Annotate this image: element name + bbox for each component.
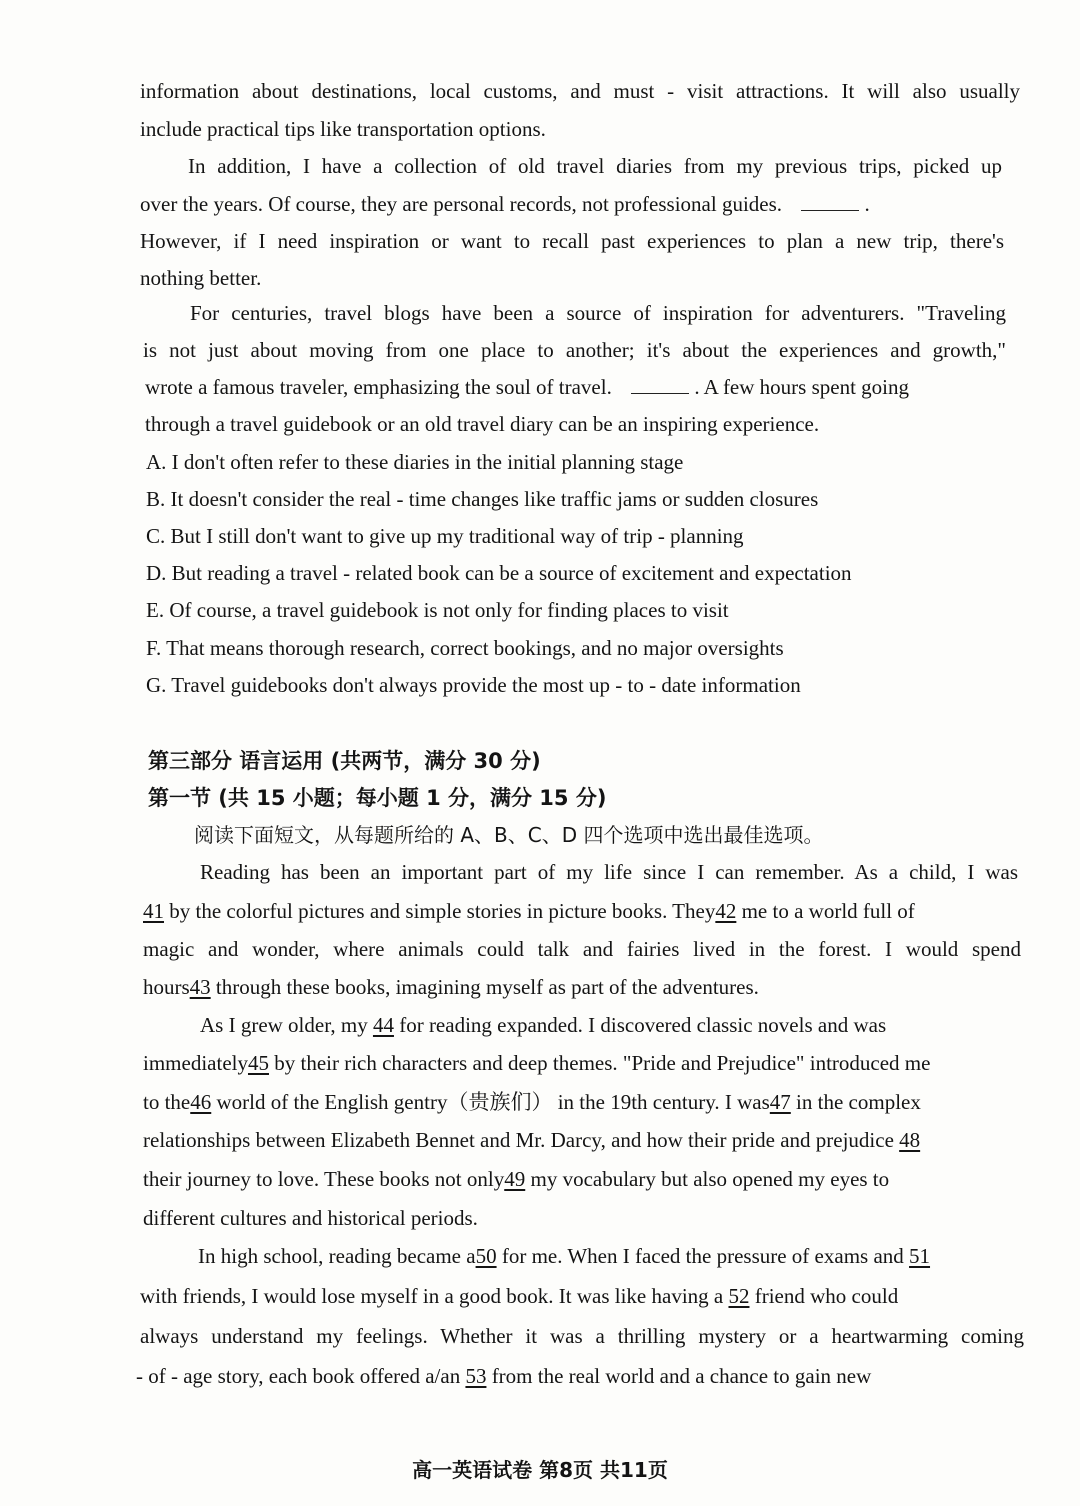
cloze-text: with friends, I would lose myself in a good book. It was like having a — [140, 1284, 724, 1308]
cloze-line — [198, 1243, 1024, 1269]
passage-line: through a travel guidebook or an old travel diary can be an inspiring experience. — [145, 412, 820, 436]
option-c: C. But I still don't want to give up my traditional way of trip - planning — [146, 524, 744, 548]
cloze-blank-44: 44 — [372, 1013, 394, 1037]
cloze-line — [143, 1089, 1021, 1115]
cloze-text: from the real world and a chance to gain new — [486, 1364, 872, 1388]
cloze-text: through these books, imagining myself as part of the adventures. — [210, 975, 759, 999]
cloze-blank-48: 48 — [899, 1128, 921, 1152]
cloze-blank-42: 42 — [715, 899, 737, 923]
passage-line — [140, 191, 1002, 217]
cloze-blank-52: 52 — [728, 1284, 750, 1308]
cloze-line — [140, 1283, 1024, 1309]
cloze-text: me to a world full of — [736, 899, 915, 923]
cloze-blank-43: 43 — [189, 975, 211, 999]
cloze-line — [143, 974, 1023, 1000]
cloze-line — [143, 898, 1021, 924]
option-g: G. Travel guidebooks don't always provide the most up - to - date information — [146, 673, 801, 697]
passage-line: is not just about moving from one place to another; it's about the experiences and growth," — [143, 338, 1006, 362]
passage-line: For centuries, travel blogs have been a source of inspiration for adventurers. "Traveling — [190, 301, 1006, 325]
option-b: B. It doesn't consider the real - time changes like traffic jams or sudden closures — [146, 487, 819, 511]
cloze-blank-45: 45 — [247, 1051, 269, 1075]
cloze-text: In high school, reading became a — [198, 1244, 476, 1268]
passage-line: However, if I need inspiration or want to recall past experiences to plan a new trip, there's — [140, 229, 1004, 253]
option-a: A. I don't often refer to these diaries in the initial planning stage — [146, 450, 684, 474]
cloze-text: their journey to love. These books not only — [143, 1167, 505, 1191]
option-f: F. That means thorough research, correct bookings, and no major oversights — [146, 636, 784, 660]
passage-text: over the years. Of course, they are personal records, not professional guides. — [140, 192, 783, 216]
cloze-blank-53: 53 — [465, 1364, 487, 1388]
option-d: D. But reading a travel - related book can be a source of excitement and expectation — [146, 561, 852, 585]
cloze-text: world of the English gentry（贵族们） in the 19th century. I was — [211, 1090, 770, 1114]
cloze-blank-50: 50 — [475, 1244, 497, 1268]
cloze-line: different cultures and historical periods. — [143, 1206, 478, 1230]
passage-line — [145, 374, 1010, 400]
answer-blank — [631, 379, 689, 394]
cloze-blank-51: 51 — [909, 1244, 931, 1268]
cloze-line: magic and wonder, where animals could talk and fairies lived in the forest. I would spend — [143, 937, 1021, 961]
cloze-line — [200, 1012, 1020, 1038]
cloze-line: always understand my feelings. Whether it was a thrilling mystery or a heartwarming coming — [140, 1324, 1024, 1348]
cloze-text: hours — [143, 975, 190, 999]
cloze-blank-49: 49 — [504, 1167, 526, 1191]
page-footer: 高一英语试卷 第8页 共11页 — [412, 1458, 668, 1482]
cloze-line — [143, 1127, 1021, 1153]
cloze-text: in the complex — [790, 1090, 921, 1114]
option-e: E. Of course, a travel guidebook is not only for finding places to visit — [146, 598, 729, 622]
passage-text: wrote a famous traveler, emphasizing the soul of travel. — [145, 375, 612, 399]
cloze-text: for reading expanded. I discovered classic novels and was — [393, 1013, 887, 1037]
passage-line: information about destinations, local customs, and must - visit attractions. It will also usually — [140, 79, 1020, 103]
cloze-blank-47: 47 — [769, 1090, 791, 1114]
cloze-line — [143, 1166, 1021, 1192]
cloze-line: Reading has been an important part of my life since I can remember. As a child, I was — [200, 860, 1018, 884]
passage-text: . — [864, 192, 870, 216]
passage-line: In addition, I have a collection of old travel diaries from my previous trips, picked up — [188, 154, 1002, 178]
cloze-text: friend who could — [749, 1284, 899, 1308]
cloze-text: by the colorful pictures and simple stories in picture books. They — [164, 899, 716, 923]
cloze-blank-41: 41 — [143, 899, 164, 923]
cloze-text: for me. When I faced the pressure of exams and — [496, 1244, 904, 1268]
passage-line: nothing better. — [140, 266, 262, 290]
part-heading: 第三部分 语言运用 (共两节，满分 30 分) — [148, 749, 541, 773]
instruction-text: 阅读下面短文，从每题所给的 A、B、C、D 四个选项中选出最佳选项。 — [194, 823, 824, 847]
passage-line: include practical tips like transportation options. — [140, 117, 546, 141]
cloze-text: relationships between Elizabeth Bennet and Mr. Darcy, and how their pride and prejudice — [143, 1128, 894, 1152]
cloze-line — [143, 1050, 1021, 1076]
cloze-text: immediately — [143, 1051, 248, 1075]
cloze-text: - of - age story, each book offered a/an — [136, 1364, 461, 1388]
cloze-text: As I grew older, my — [200, 1013, 368, 1037]
cloze-blank-46: 46 — [190, 1090, 212, 1114]
passage-text: . A few hours spent going — [694, 375, 909, 399]
cloze-text: my vocabulary but also opened my eyes to — [525, 1167, 890, 1191]
cloze-text: by their rich characters and deep themes. "Pride and Prejudice" introduced me — [268, 1051, 931, 1075]
section-heading: 第一节 (共 15 小题；每小题 1 分，满分 15 分) — [148, 786, 607, 810]
cloze-text: to the — [143, 1090, 191, 1114]
answer-blank — [801, 196, 859, 211]
cloze-line — [136, 1363, 1024, 1389]
